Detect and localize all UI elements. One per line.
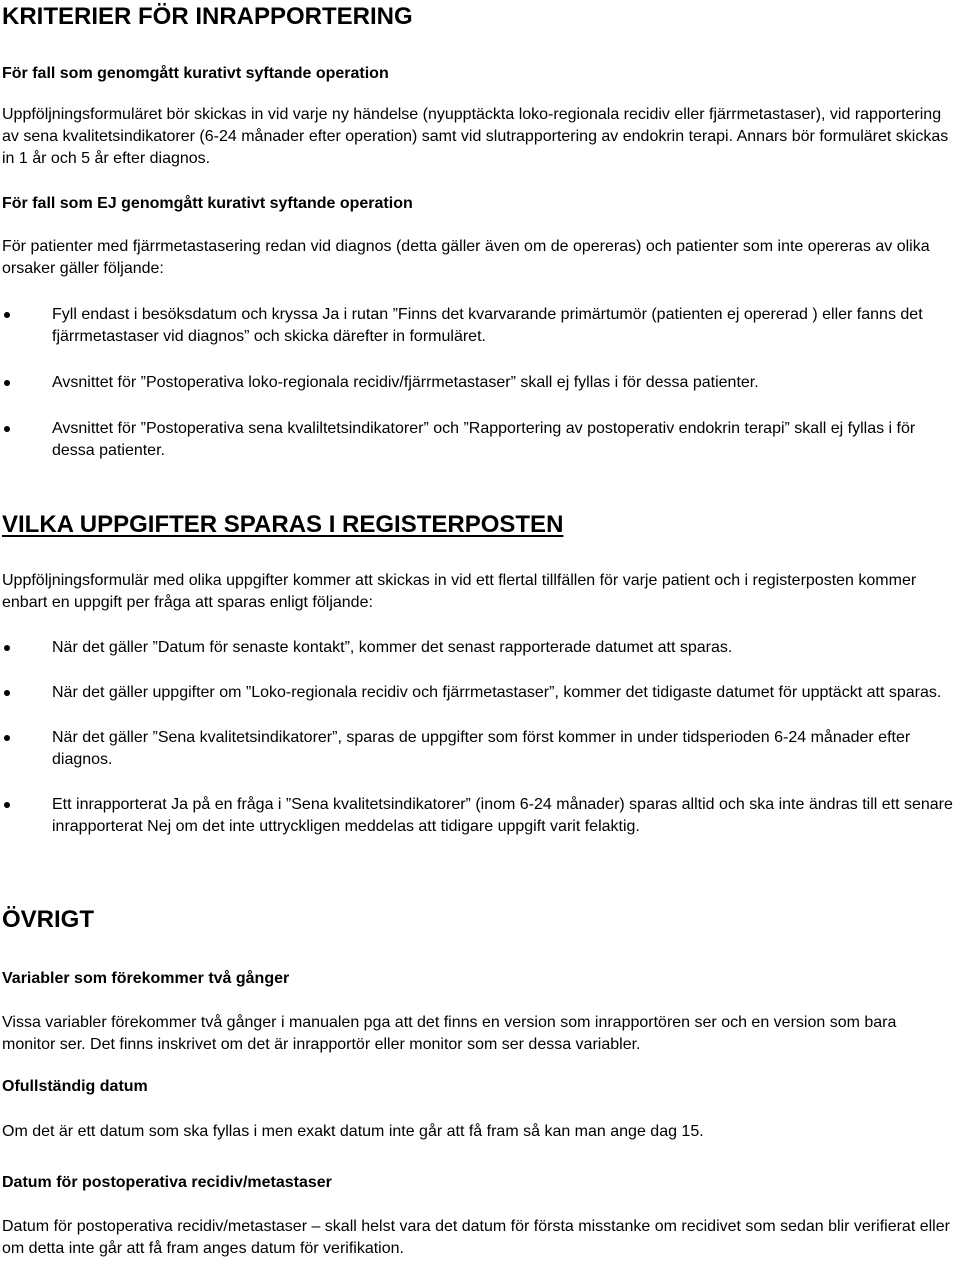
subheading-ofullstandig-datum: Ofullständig datum [2, 1078, 148, 1095]
vilka-bullet-list [2, 637, 958, 838]
paragraph-ofullstandig-datum: Om det är ett datum som ska fyllas i men exakt datum inte går att få fram så kan man ange dag 15. [2, 1123, 704, 1140]
list-item-text: Fyll endast i besöksdatum och kryssa Ja i rutan ”Finns det kvarvarande primärtumör (patienten ej opererad ) eller fanns det fjärrmetastaser vid diagnos” och skicka därefter in formuläret. [52, 306, 923, 345]
heading-kriterier: KRITERIER FÖR INRAPPORTERING [2, 3, 413, 30]
list-item [2, 372, 958, 394]
kriterier-bullet-list [2, 304, 958, 462]
list-item-text: När det gäller ”Datum för senaste kontakt”, kommer det senast rapporterade datumet att sparas. [52, 639, 733, 656]
bullet-icon [4, 380, 10, 386]
list-item [2, 304, 958, 348]
list-item-text: När det gäller uppgifter om ”Loko-regionala recidiv och fjärrmetastaser”, kommer det tidigaste datumet för upptäckt att sparas. [52, 684, 942, 701]
paragraph-uppfoljning: Uppföljningsformuläret bör skickas in vid varje ny händelse (nyupptäckta loko-regionala recidiv eller fjärrmetastaser), vid rapportering av sena kvalitetsindikatorer (6-24 månader efter operation) samt vid slutrapportering av endokrin terapi. Annars bör formuläret skickas in 1 år och 5 år efter diagnos. [2, 106, 949, 167]
list-item [2, 637, 958, 659]
heading-ovrigt: ÖVRIGT [2, 906, 95, 933]
subheading-kurativt-operation: För fall som genomgått kurativt syftande operation [2, 65, 389, 82]
bullet-icon [4, 312, 10, 318]
list-item [2, 727, 958, 771]
paragraph-fjarrmetastasering: För patienter med fjärrmetastasering redan vid diagnos (detta gäller även om de opereras) och patienter som inte opereras av olika orsaker gäller följande: [2, 238, 930, 277]
subheading-variabler: Variabler som förekommer två gånger [2, 970, 290, 987]
paragraph-uppfoljningsformular: Uppföljningsformulär med olika uppgifter kommer att skickas in vid ett flertal tillfällen för varje patient och i registerposten kommer enbart en uppgift per fråga att sparas enligt följande: [2, 572, 917, 611]
list-item-text: Ett inrapporterat Ja på en fråga i ”Sena kvalitetsindikatorer” (inom 6-24 månader) sparas alltid och ska inte ändras till ett senare inrapporterat Nej om det inte uttryckligen meddelas att tidigare uppgift varit felaktig. [52, 796, 953, 835]
list-item-text: Avsnittet för ”Postoperativa sena kvaliltetsindikatorer” och ”Rapportering av postoperativ endokrin terapi” skall ej fyllas i för dessa patienter. [52, 420, 916, 459]
list-item [2, 794, 958, 838]
bullet-icon [4, 426, 10, 432]
list-item-text: När det gäller ”Sena kvalitetsindikatorer”, sparas de uppgifter som först kommer in under tidsperioden 6-24 månader efter diagnos. [52, 729, 911, 768]
subheading-datum-postoperativa: Datum för postoperativa recidiv/metastaser [2, 1174, 332, 1191]
bullet-icon [4, 645, 10, 651]
list-item [2, 418, 958, 462]
paragraph-variabler: Vissa variabler förekommer två gånger i manualen pga att det finns en version som inrapportören ser och en version som bara monitor ser. Det finns inskrivet om det är inrapportör eller monitor som ser dessa variabler. [2, 1014, 897, 1053]
subheading-ej-kurativt-operation: För fall som EJ genomgått kurativt syftande operation [2, 195, 413, 212]
list-item [2, 682, 958, 704]
bullet-icon [4, 802, 10, 808]
heading-vilka-uppgifter: VILKA UPPGIFTER SPARAS I REGISTERPOSTEN [2, 511, 564, 538]
bullet-icon [4, 690, 10, 696]
list-item-text: Avsnittet för ”Postoperativa loko-regionala recidiv/fjärrmetastaser” skall ej fyllas i för dessa patienter. [52, 374, 759, 391]
paragraph-datum-postoperativa: Datum för postoperativa recidiv/metastaser – skall helst vara det datum för första misstanke om recidivet som sedan blir verifierat eller om detta inte går att få fram anges datum för verifikation. [2, 1218, 950, 1257]
bullet-icon [4, 735, 10, 741]
